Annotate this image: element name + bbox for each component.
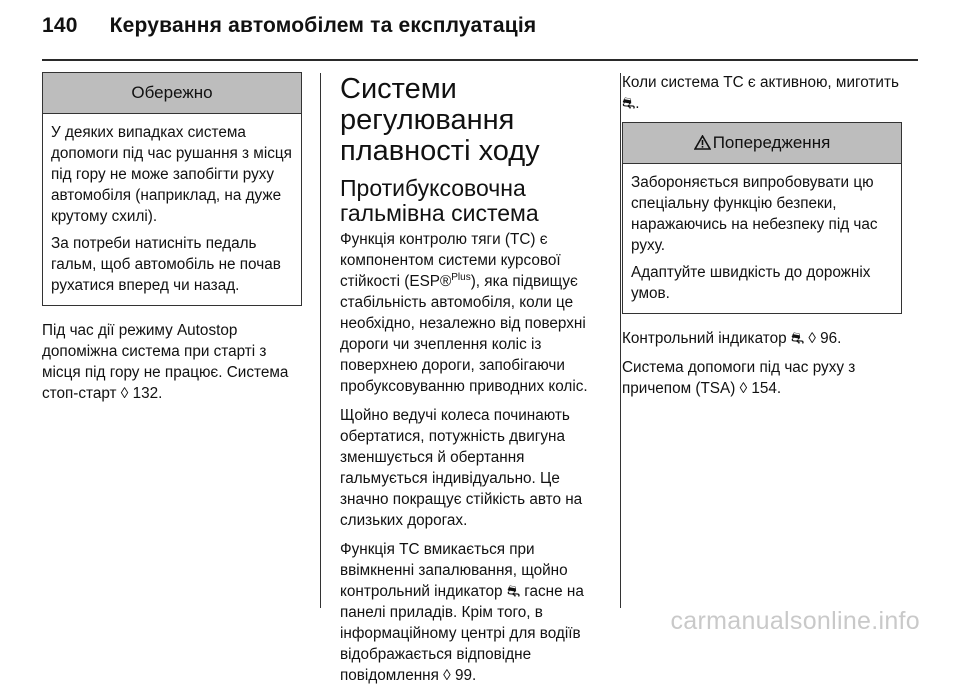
tc-operation-paragraph: Щойно ведучі колеса починають обертатися, потужність двигуна зменшується й обертання гальмується індивідуально. Це значно покращує стійкість авто на слизьких дорогах. <box>340 407 583 529</box>
caution-text-2: За потреби натисніть педаль гальм, щоб автомобіль не почав рухатися вперед чи назад. <box>51 235 281 294</box>
esp-plus-superscript: Plus <box>451 271 471 283</box>
warning-text-1: Забороняється випробовувати цю спеціальну функцію безпеки, наражаючись на небезпеку під час руху. <box>631 174 878 254</box>
tc-intro-paragraph <box>340 229 602 397</box>
section-heading: Системи регулювання плавності ходу <box>340 73 540 167</box>
caution-title: Обережно <box>43 73 301 114</box>
warning-text-2: Адаптуйте швидкість до дорожніх умов. <box>631 264 871 302</box>
caution-body <box>43 114 301 305</box>
warning-box <box>622 122 902 314</box>
tc-active-text: Коли система TC є активною, миготить <box>622 74 899 91</box>
tc-activation-paragraph <box>340 539 602 686</box>
tc-active-period: . <box>635 95 640 112</box>
page-reference-link[interactable]: 99. <box>454 667 477 684</box>
page-header <box>42 14 536 38</box>
column-divider-1 <box>320 73 321 608</box>
column-middle <box>340 72 602 694</box>
column-right <box>622 72 902 407</box>
column-left <box>42 72 302 412</box>
tc-indicator-icon: ⛐ <box>622 95 636 112</box>
indicator-paragraph <box>622 328 902 349</box>
header-rule <box>42 59 918 61</box>
column-divider-2 <box>620 73 621 608</box>
warning-triangle-icon <box>694 135 711 150</box>
reference-arrow-icon: ◊ <box>443 667 451 684</box>
tsa-text: Система допомоги під час руху з причепом (TSA) <box>622 359 856 397</box>
warning-title: Попередження <box>712 133 831 152</box>
page-reference-link[interactable]: 96. <box>820 330 842 347</box>
warning-header <box>623 123 901 164</box>
autostop-paragraph <box>42 320 302 404</box>
tc-intro-text-end: ), яка підвищує стабільність автомобіля, коли це необхідно, незалежно від поверхні дороги чи зчеплення коліс із поверхнею дороги, запобігаючи пробуксовуванню приводних коліс. <box>340 273 588 395</box>
watermark: carmanualsonline.info <box>670 607 920 635</box>
warning-body <box>623 164 901 313</box>
tc-activation-text: Функція TC вмикається при ввімкненні запалювання, щойно контрольний індикатор <box>340 541 568 600</box>
page-number: 140 <box>42 14 78 37</box>
autostop-text: Під час дії режиму Autostop допоміжна система при старті з місця під гору не працює. Система стоп-старт <box>42 322 289 402</box>
page-reference-link[interactable]: 154. <box>751 380 782 397</box>
tc-indicator-icon: ⛐ <box>790 330 805 347</box>
page-reference-link[interactable]: 132. <box>132 385 163 402</box>
tsa-paragraph <box>622 357 902 399</box>
reference-arrow-icon: ◊ <box>120 385 129 402</box>
tc-active-paragraph <box>622 72 902 114</box>
indicator-text: Контрольний індикатор <box>622 330 787 347</box>
reference-arrow-icon: ◊ <box>739 380 748 397</box>
caution-text-1: У деяких випадках система допомоги під час рушання з місця під гору не може запобігти руху автомобіля (наприклад, на дуже крутому схилі). <box>51 124 292 225</box>
chapter-title: Керування автомобілем та експлуатація <box>109 14 537 37</box>
caution-box <box>42 72 302 306</box>
tc-intro-text: Функція контролю тяги (TC) є компонентом системи курсової стійкості (ESP® <box>340 231 561 290</box>
subsection-heading: Протибуксовочна гальмівна система <box>340 175 539 226</box>
reference-arrow-icon: ◊ <box>808 330 816 347</box>
tc-indicator-icon: ⛐ <box>506 583 521 600</box>
tc-activation-text-end: гасне на панелі приладів. Крім того, в інформаційному центрі для водіїв відображається відповідне повідомлення <box>340 583 584 684</box>
